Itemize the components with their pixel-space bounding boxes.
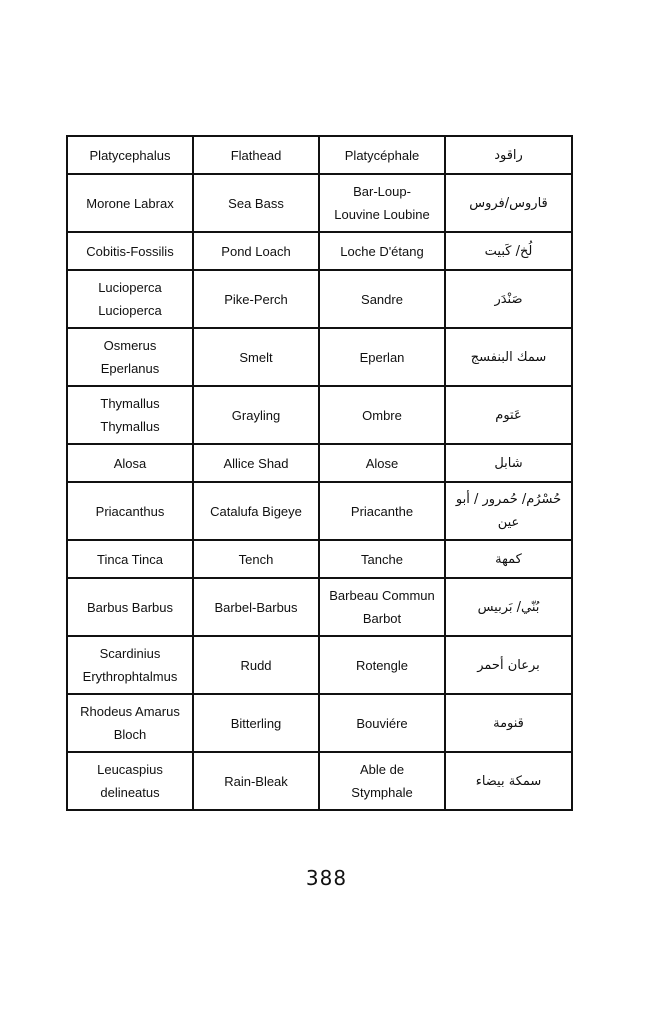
arabic-name-cell: سمكة بيضاء — [445, 752, 572, 810]
french-name-cell: Alose — [319, 444, 445, 482]
english-name-cell: Sea Bass — [193, 174, 319, 232]
arabic-name-cell: عَتوم — [445, 386, 572, 444]
scientific-name-cell: Priacanthus — [67, 482, 193, 540]
french-name-cell: Priacanthe — [319, 482, 445, 540]
arabic-name-cell: كمهة — [445, 540, 572, 578]
english-name-cell: Pike-Perch — [193, 270, 319, 328]
english-name-cell: Bitterling — [193, 694, 319, 752]
arabic-name-cell: سمك البنفسج — [445, 328, 572, 386]
french-name-cell: Eperlan — [319, 328, 445, 386]
fish-names-table — [66, 135, 573, 811]
table-row — [67, 270, 572, 328]
english-name-cell: Allice Shad — [193, 444, 319, 482]
french-name-cell: Bouviére — [319, 694, 445, 752]
table-row — [67, 386, 572, 444]
french-name-cell: Loche D'étang — [319, 232, 445, 270]
french-name-cell: Barbeau Commun Barbot — [319, 578, 445, 636]
english-name-cell: Rudd — [193, 636, 319, 694]
scientific-name-cell: Rhodeus Amarus Bloch — [67, 694, 193, 752]
french-name-cell: Able de Stymphale — [319, 752, 445, 810]
scientific-name-cell: Osmerus Eperlanus — [67, 328, 193, 386]
english-name-cell: Flathead — [193, 136, 319, 174]
table-row — [67, 578, 572, 636]
scientific-name-cell: Morone Labrax — [67, 174, 193, 232]
arabic-name-cell: لُخ/ كَبيت — [445, 232, 572, 270]
french-name-cell: Ombre — [319, 386, 445, 444]
page-number: 388 — [305, 866, 348, 890]
english-name-cell: Tench — [193, 540, 319, 578]
scientific-name-cell: Tinca Tinca — [67, 540, 193, 578]
english-name-cell: Catalufa Bigeye — [193, 482, 319, 540]
english-name-cell: Pond Loach — [193, 232, 319, 270]
scientific-name-cell: Scardinius Erythrophtalmus — [67, 636, 193, 694]
english-name-cell: Rain-Bleak — [193, 752, 319, 810]
scientific-name-cell: Leucaspius delineatus — [67, 752, 193, 810]
table-row — [67, 444, 572, 482]
table-row — [67, 636, 572, 694]
scientific-name-cell: Alosa — [67, 444, 193, 482]
arabic-name-cell: شابل — [445, 444, 572, 482]
scientific-name-cell: Cobitis-Fossilis — [67, 232, 193, 270]
scientific-name-cell: Lucioperca Lucioperca — [67, 270, 193, 328]
arabic-name-cell: راقود — [445, 136, 572, 174]
table-row — [67, 482, 572, 540]
arabic-name-cell: حُسْرُم/ حُمرور / أبو عين — [445, 482, 572, 540]
scientific-name-cell: Barbus Barbus — [67, 578, 193, 636]
arabic-name-cell: قاروس/فروس — [445, 174, 572, 232]
table-row — [67, 232, 572, 270]
table-row — [67, 174, 572, 232]
table-row — [67, 752, 572, 810]
table-row — [67, 136, 572, 174]
scientific-name-cell: Platycephalus — [67, 136, 193, 174]
arabic-name-cell: قنومة — [445, 694, 572, 752]
table-row — [67, 540, 572, 578]
table-row — [67, 694, 572, 752]
english-name-cell: Barbel-Barbus — [193, 578, 319, 636]
french-name-cell: Rotengle — [319, 636, 445, 694]
french-name-cell: Sandre — [319, 270, 445, 328]
french-name-cell: Tanche — [319, 540, 445, 578]
french-name-cell: Platycéphale — [319, 136, 445, 174]
arabic-name-cell: صَنْدَر — [445, 270, 572, 328]
arabic-name-cell: برعان أحمر — [445, 636, 572, 694]
table-row — [67, 328, 572, 386]
french-name-cell: Bar-Loup- Louvine Loubine — [319, 174, 445, 232]
english-name-cell: Grayling — [193, 386, 319, 444]
english-name-cell: Smelt — [193, 328, 319, 386]
scientific-name-cell: Thymallus Thymallus — [67, 386, 193, 444]
arabic-name-cell: بُنّي/ بَربيس — [445, 578, 572, 636]
